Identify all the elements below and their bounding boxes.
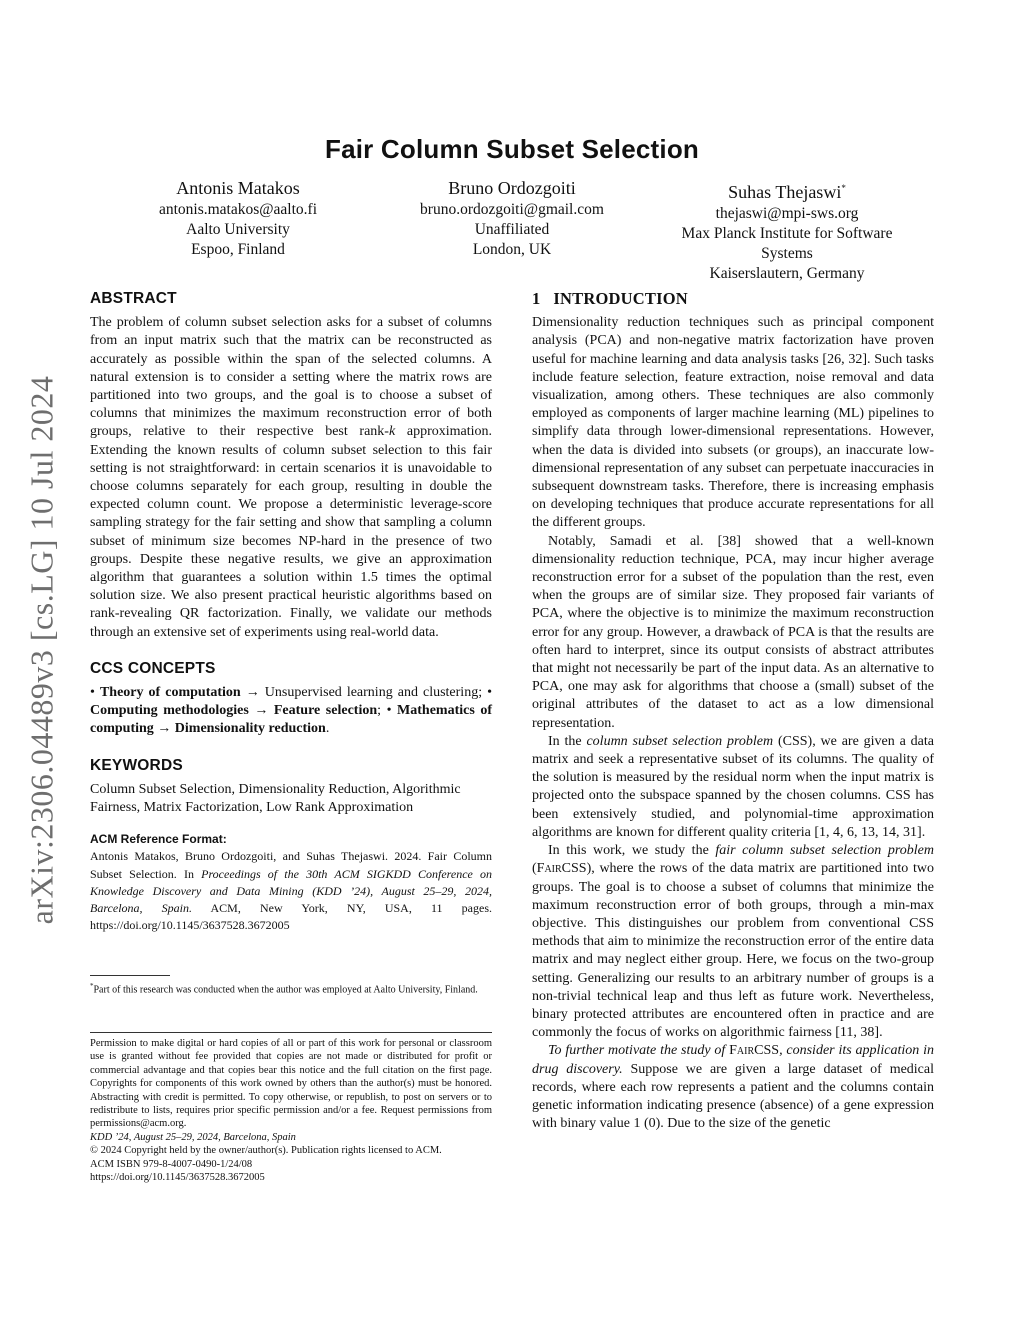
ccs-arrow: → <box>254 703 269 719</box>
author-email: bruno.ordozgoiti@gmail.com <box>420 201 604 218</box>
intro-p3-a: In the <box>548 733 587 749</box>
keywords-text: Column Subset Selection, Dimensionality Reduction, Algorithmic Fairness, Matrix Factorization, Low Rank Approximation <box>90 781 461 816</box>
abstract-text <box>90 314 492 642</box>
footnote-mark: * <box>90 982 94 990</box>
abstract-text-a: The problem of column subset selection asks for a subset of columns from an input matrix such that the matrix can be reconstructed as accurately as possible within the span of the selected columns. A natural extension is to consider a setting where the matrix rows are partitioned into two groups, and the goal is to choose a subset of columns that minimizes the maximum reconstruction error of both groups, relative to their respective best rank- <box>90 315 492 440</box>
permission-block <box>90 1037 492 1184</box>
acm-ref-post: ACM, New York, NY, USA, 11 pages. https://doi.org/10.1145/3637528.3672005 <box>90 901 492 933</box>
author-location: Kaiserslautern, Germany <box>709 265 865 282</box>
author-affiliation: Max Planck Institute for Software <box>681 225 893 242</box>
ccs-sep: ; <box>478 685 483 701</box>
intro-p5-em2: , consider its application in drug discovery. <box>532 1043 934 1077</box>
intro-paragraph-1: Dimensionality reduction techniques such as principal component analysis (PCA) and non-negative matrix factorization have proven useful for machine learning and data analysis tasks [26, 32]. Such tasks include feature selection, feature extraction, noise removal and data visualization, among others. These techniques are also commonly employed as components of larger machine learning (ML) pipelines to simplify data through lower-dimensional representations. However, when the data is divided into subsets (or groups), an inaccurate low-dimensional representation of any subset can perpetuate inaccuracies in subsequent downstream tasks. Therefore, there is increasing emphasis on developing techniques that produce accurate representations for all the different groups. <box>532 315 934 531</box>
ccs-subterm: Dimensionality reduction <box>174 721 326 737</box>
footnote <box>90 980 492 996</box>
intro-p3-em: column subset selection problem <box>586 733 774 749</box>
intro-p4-a: In this work, we study the <box>548 843 716 859</box>
author-affiliation-cont: Systems <box>761 245 813 262</box>
intro-p3-b: (CSS), we are given a data matrix and seek a representative subset of its columns. The quality of the solution is measured by the residual norm when the input matrix is projected onto the subspace spanned by the chosen columns. CSS has been extensively studied, and polynomial-time approximation algorithms are known for different quality criteria [1, 4, 6, 13, 14, 31]. <box>532 733 934 840</box>
intro-paragraph-2: Notably, Samadi et al. [38] showed that a well-known dimensionality reduction technique, PCA, may incur higher average reconstruction error for a subset of the population than the rest, even when the groups are of similar size. They proposed fair variants of PCA, where the objective is to minimize the maximum reconstruction error for any group. However, a drawback of PCA is that the results are often hard to interpret, since its output consists of abstract attributes that might not necessarily be part of the input data. As an alternative to PCA, one may ask for algorithms that choose a (small) subset of the original attributes of the dataset to act as a low dimensional representation. <box>532 533 934 731</box>
author-name: Suhas Thejaswi <box>728 182 842 202</box>
abstract-text-b: approximation. Extending the known results of column subset selection to this fair setting is not straightforward: in certain scenarios it is unavoidable to choose columns separately for each group, resulting in double the expected column count. We propose a deterministic leverage-score sampling strategy for the fair setting and show that sampling a column subset of minimum size becomes NP-hard in the presence of two groups. Despite these negative results, we give an approximation algorithm that guarantees a solution within 1.5 times the optimal solution size. We also present practical heuristic algorithms based on rank-revealing QR factorization. Finally, we validate our methods through an extensive set of experiments using real-world data. <box>90 424 493 640</box>
ccs-term: Mathematics of computing <box>90 703 492 737</box>
ccs-sep: ; <box>377 703 382 719</box>
ccs-bullet: • <box>90 685 95 701</box>
permission-copyright: © 2024 Copyright held by the owner/author(s). Publication rights licensed to ACM. <box>90 1145 442 1157</box>
intro-p4-b: ( <box>532 861 537 877</box>
author-block-3 <box>662 176 912 284</box>
intro-paragraph-5 <box>532 1042 934 1133</box>
permission-rule <box>90 1032 492 1033</box>
abstract-heading: ABSTRACT <box>90 290 177 307</box>
ccs-subterm: Feature selection <box>273 703 378 719</box>
permission-text: Permission to make digital or hard copies of all or part of this work for personal or classroom use is granted without fee provided that copies are not made or distributed for profit or commercial advantage and that copies bear this notice and the full citation on the first page. Copyrights for components of this work owned by others than the author(s) must be honored. Abstracting with credit is permitted. To copy otherwise, or republish, to post on servers or to redistribute to lists, requires prior specific permission and/or a fee. Request permissions from permissions@acm.org. <box>90 1038 492 1130</box>
acm-ref-pre: Antonis Matakos, Bruno Ordozgoiti, and Suhas Thejaswi. 2024. Fair Column Subset Selection. In <box>90 849 492 881</box>
permission-venue: KDD ’24, August 25–29, 2024, Barcelona, Spain <box>90 1131 296 1143</box>
footnote-text: Part of this research was conducted when the author was employed at Aalto University, Finland. <box>93 984 478 996</box>
acm-ref-text <box>90 848 492 934</box>
author-affiliation: Aalto University <box>186 221 290 238</box>
author-email: antonis.matakos@aalto.fi <box>158 201 318 218</box>
ccs-end: . <box>325 721 330 737</box>
author-name: Antonis Matakos <box>176 178 300 198</box>
arxiv-id: arXiv:2306.04489v3 [cs.LG] 10 Jul 2024 <box>23 375 60 925</box>
author-location: Espoo, Finland <box>191 241 285 258</box>
acm-ref-venue: Proceedings of the 30th ACM SIGKDD Conference on Knowledge Discovery and Data Mining (KDD ’24), August 25–29, 2024, Barcelona, Spain. <box>90 866 493 916</box>
author-block-2 <box>402 176 622 260</box>
paper-title: Fair Column Subset Selection <box>325 134 699 164</box>
intro-paragraph-3 <box>532 733 934 842</box>
ccs-subterm: Unsupervised learning and clustering <box>264 685 479 701</box>
author-block-1 <box>138 176 338 260</box>
intro-p5-em1: To further motivate the study of <box>548 1043 730 1059</box>
ccs-arrow: → <box>245 685 260 701</box>
author-name-line <box>662 176 912 204</box>
intro-p5-b: Suppose we are given a large dataset of medical records, where each row represents a patient and the columns contain genetic information indicating presence (absence) of a gene expression with binary value 1 (0). Due to the size of the genetic <box>532 1061 934 1132</box>
intro-p4-faircss: FairCSS <box>536 861 587 877</box>
ccs-bullet: • <box>386 703 392 719</box>
abstract-k: k <box>388 424 396 440</box>
right-column <box>532 290 934 1133</box>
acm-reference <box>90 831 492 934</box>
author-location: London, UK <box>472 241 552 258</box>
acm-ref-heading: ACM Reference Format: <box>90 832 227 847</box>
intro-p4-em: fair column subset selection problem <box>715 843 934 859</box>
author-footnote-mark: * <box>841 183 846 193</box>
ccs-term: Theory of computation <box>99 685 241 701</box>
ccs-concepts <box>90 684 492 739</box>
intro-paragraph-4 <box>532 842 934 1042</box>
ccs-heading: CCS CONCEPTS <box>90 659 216 677</box>
author-name: Bruno Ordozgoiti <box>448 178 576 198</box>
author-affiliation: Unaffiliated <box>474 221 550 238</box>
permission-doi: https://doi.org/10.1145/3637528.3672005 <box>90 1172 265 1184</box>
left-column <box>90 290 492 935</box>
intro-p5-faircss: FairCSS <box>729 1043 780 1059</box>
author-email: thejaswi@mpi-sws.org <box>715 205 859 222</box>
keywords-heading: KEYWORDS <box>90 756 183 774</box>
intro-p4-c: ), where the rows of the data matrix are partitioned into two groups. The goal is to choose a subset of columns that minimize the maximum reconstruction error of both groups, through a min-max objective. This distinguishes our problem from conventional CSS methods that aim to minimize the reconstruction error of the entire data matrix and may neglect either group. Here, we focus on the two-group setting. Generalizing our results to an arbitrary number of groups is a non-trivial technical leap and thus left as future work. Nevertheless, binary protected attributes are encountered often in practice and are commonly the focus of works on algorithmic fairness [11, 38]. <box>532 861 934 1041</box>
ccs-bullet: • <box>487 685 493 701</box>
intro-heading: 1 INTRODUCTION <box>532 289 688 308</box>
ccs-arrow: → <box>157 721 172 737</box>
ccs-term: Computing methodologies <box>90 703 249 719</box>
permission-isbn: ACM ISBN 979-8-4007-0490-1/24/08 <box>90 1158 253 1170</box>
footnote-rule <box>90 975 170 976</box>
